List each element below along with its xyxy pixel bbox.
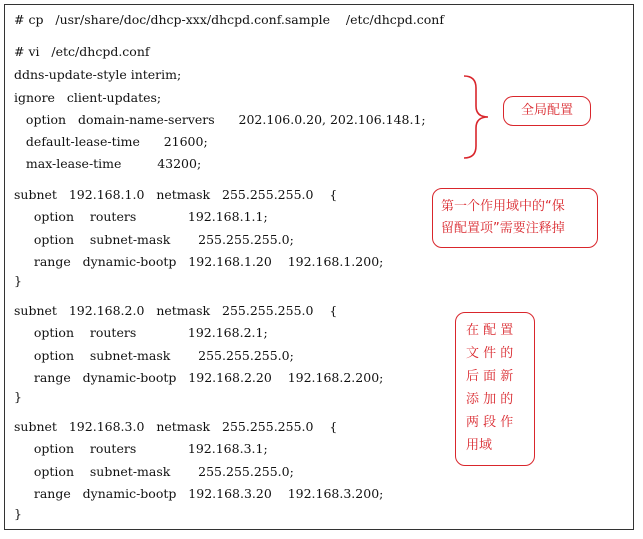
reserve-note-callout [432, 188, 598, 248]
code-line: ddns-update-style interim; [14, 67, 182, 82]
code-line: } [14, 273, 22, 288]
code-line: option subnet-mask 255.255.255.0; [14, 464, 294, 479]
added-scopes-line: 两 段 作 [466, 415, 514, 430]
reserve-note-line: 第一个作用域中的“保 [441, 199, 565, 214]
code-line: # vi /etc/dhcpd.conf [14, 44, 150, 59]
code-line: } [14, 506, 22, 521]
code-line: subnet 192.168.2.0 netmask 255.255.255.0 { [14, 303, 338, 318]
code-line: option domain-name-servers 202.106.0.20, 202.106.148.1; [14, 112, 426, 127]
code-line: ignore client-updates; [14, 90, 162, 105]
code-line: range dynamic-bootp 192.168.1.20 192.168.1.200; [14, 254, 384, 269]
code-line: range dynamic-bootp 192.168.3.20 192.168.3.200; [14, 486, 384, 501]
global-config-callout: 全局配置 [503, 96, 591, 126]
added-scopes-line: 添 加 的 [466, 392, 514, 407]
added-scopes-line: 文 件 的 [466, 346, 514, 361]
code-line: max-lease-time 43200; [14, 156, 202, 171]
reserve-note-line: 留配置项”需要注释掉 [441, 221, 565, 236]
added-scopes-line: 用域 [466, 438, 493, 453]
code-line: option routers 192.168.3.1; [14, 441, 268, 456]
code-line: option subnet-mask 255.255.255.0; [14, 348, 294, 363]
code-line: subnet 192.168.1.0 netmask 255.255.255.0 { [14, 187, 338, 202]
code-line: # cp /usr/share/doc/dhcp-xxx/dhcpd.conf.sample /etc/dhcpd.conf [14, 12, 444, 27]
code-line: option subnet-mask 255.255.255.0; [14, 232, 294, 247]
added-scopes-callout [455, 312, 535, 466]
code-line: default-lease-time 21600; [14, 134, 208, 149]
code-line: subnet 192.168.3.0 netmask 255.255.255.0 { [14, 419, 338, 434]
added-scopes-line: 在 配 置 [466, 323, 514, 338]
added-scopes-line: 后 面 新 [466, 369, 514, 384]
code-line: option routers 192.168.1.1; [14, 209, 268, 224]
code-line: option routers 192.168.2.1; [14, 325, 268, 340]
right-brace-icon [462, 74, 492, 160]
code-line: } [14, 389, 22, 404]
code-line: range dynamic-bootp 192.168.2.20 192.168.2.200; [14, 370, 384, 385]
